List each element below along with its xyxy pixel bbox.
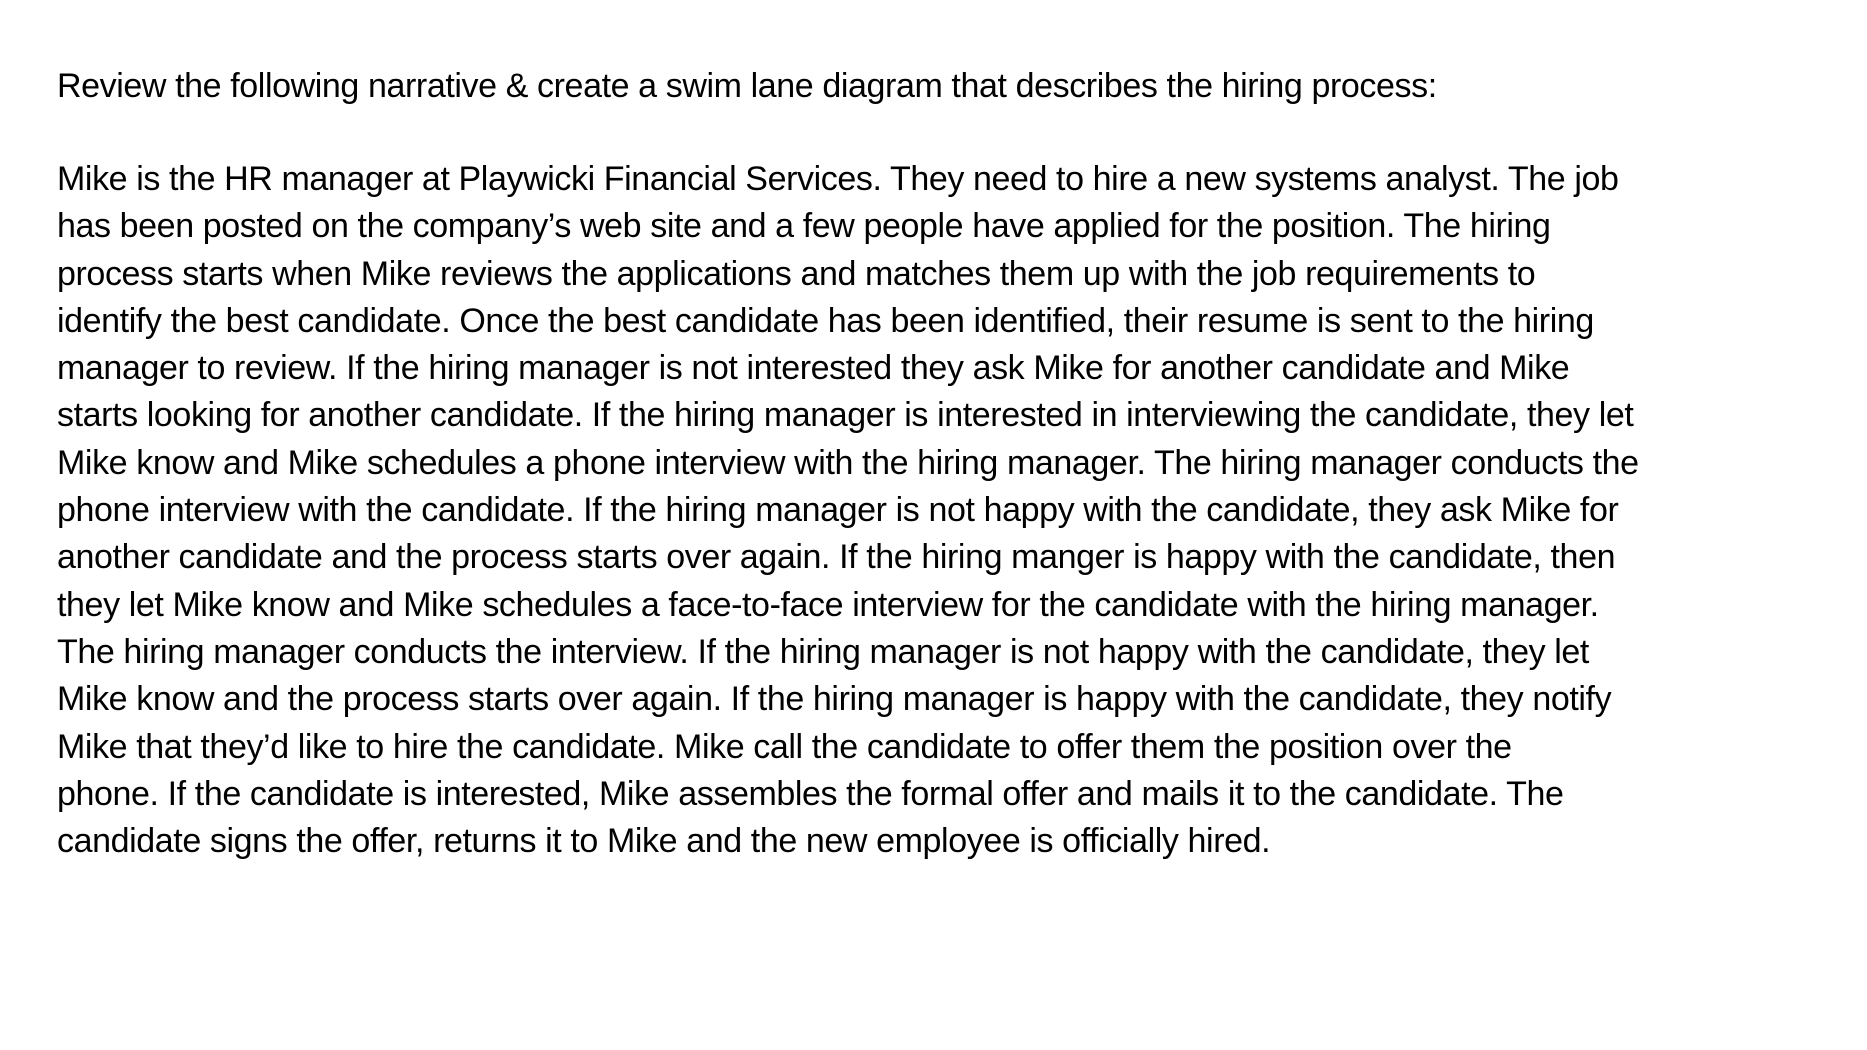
narrative-line: has been posted on the company’s web site and a few people have applied for the position. The hiring bbox=[57, 207, 1551, 246]
hiring-narrative bbox=[57, 156, 1847, 865]
narrative-line: Mike that they’d like to hire the candidate. Mike call the candidate to offer them the position over the bbox=[57, 727, 1512, 766]
narrative-line: Mike know and Mike schedules a phone interview with the hiring manager. The hiring manager conducts the bbox=[57, 443, 1639, 482]
slide-text-block bbox=[57, 62, 1847, 865]
narrative-line: manager to review. If the hiring manager is not interested they ask Mike for another candidate and Mike bbox=[57, 349, 1570, 388]
narrative-line: identify the best candidate. Once the best candidate has been identified, their resume is sent to the hiring bbox=[57, 301, 1594, 340]
narrative-line: candidate signs the offer, returns it to Mike and the new employee is officially hired. bbox=[57, 822, 1271, 861]
narrative-line: phone. If the candidate is interested, Mike assembles the formal offer and mails it to the candidate. The bbox=[57, 774, 1564, 813]
paragraph-spacer bbox=[57, 110, 1847, 156]
narrative-line: phone interview with the candidate. If the hiring manager is not happy with the candidate, they ask Mike for bbox=[57, 491, 1619, 530]
narrative-line: Mike is the HR manager at Playwicki Financial Services. They need to hire a new systems analyst. The job bbox=[57, 160, 1619, 198]
assignment-prompt: Review the following narrative & create a swim lane diagram that describes the hiring process: bbox=[57, 67, 1437, 105]
narrative-line: process starts when Mike reviews the applications and matches them up with the job requirements to bbox=[57, 254, 1536, 293]
narrative-line: The hiring manager conducts the interview. If the hiring manager is not happy with the candidate, they let bbox=[57, 632, 1589, 671]
narrative-line: Mike know and the process starts over again. If the hiring manager is happy with the candidate, they notify bbox=[57, 680, 1612, 719]
narrative-line: another candidate and the process starts over again. If the hiring manger is happy with the candidate, then bbox=[57, 538, 1616, 577]
narrative-line: they let Mike know and Mike schedules a face-to-face interview for the candidate with the hiring manager. bbox=[57, 585, 1599, 624]
narrative-line: starts looking for another candidate. If the hiring manager is interested in interviewing the candidate, they let bbox=[57, 396, 1634, 435]
